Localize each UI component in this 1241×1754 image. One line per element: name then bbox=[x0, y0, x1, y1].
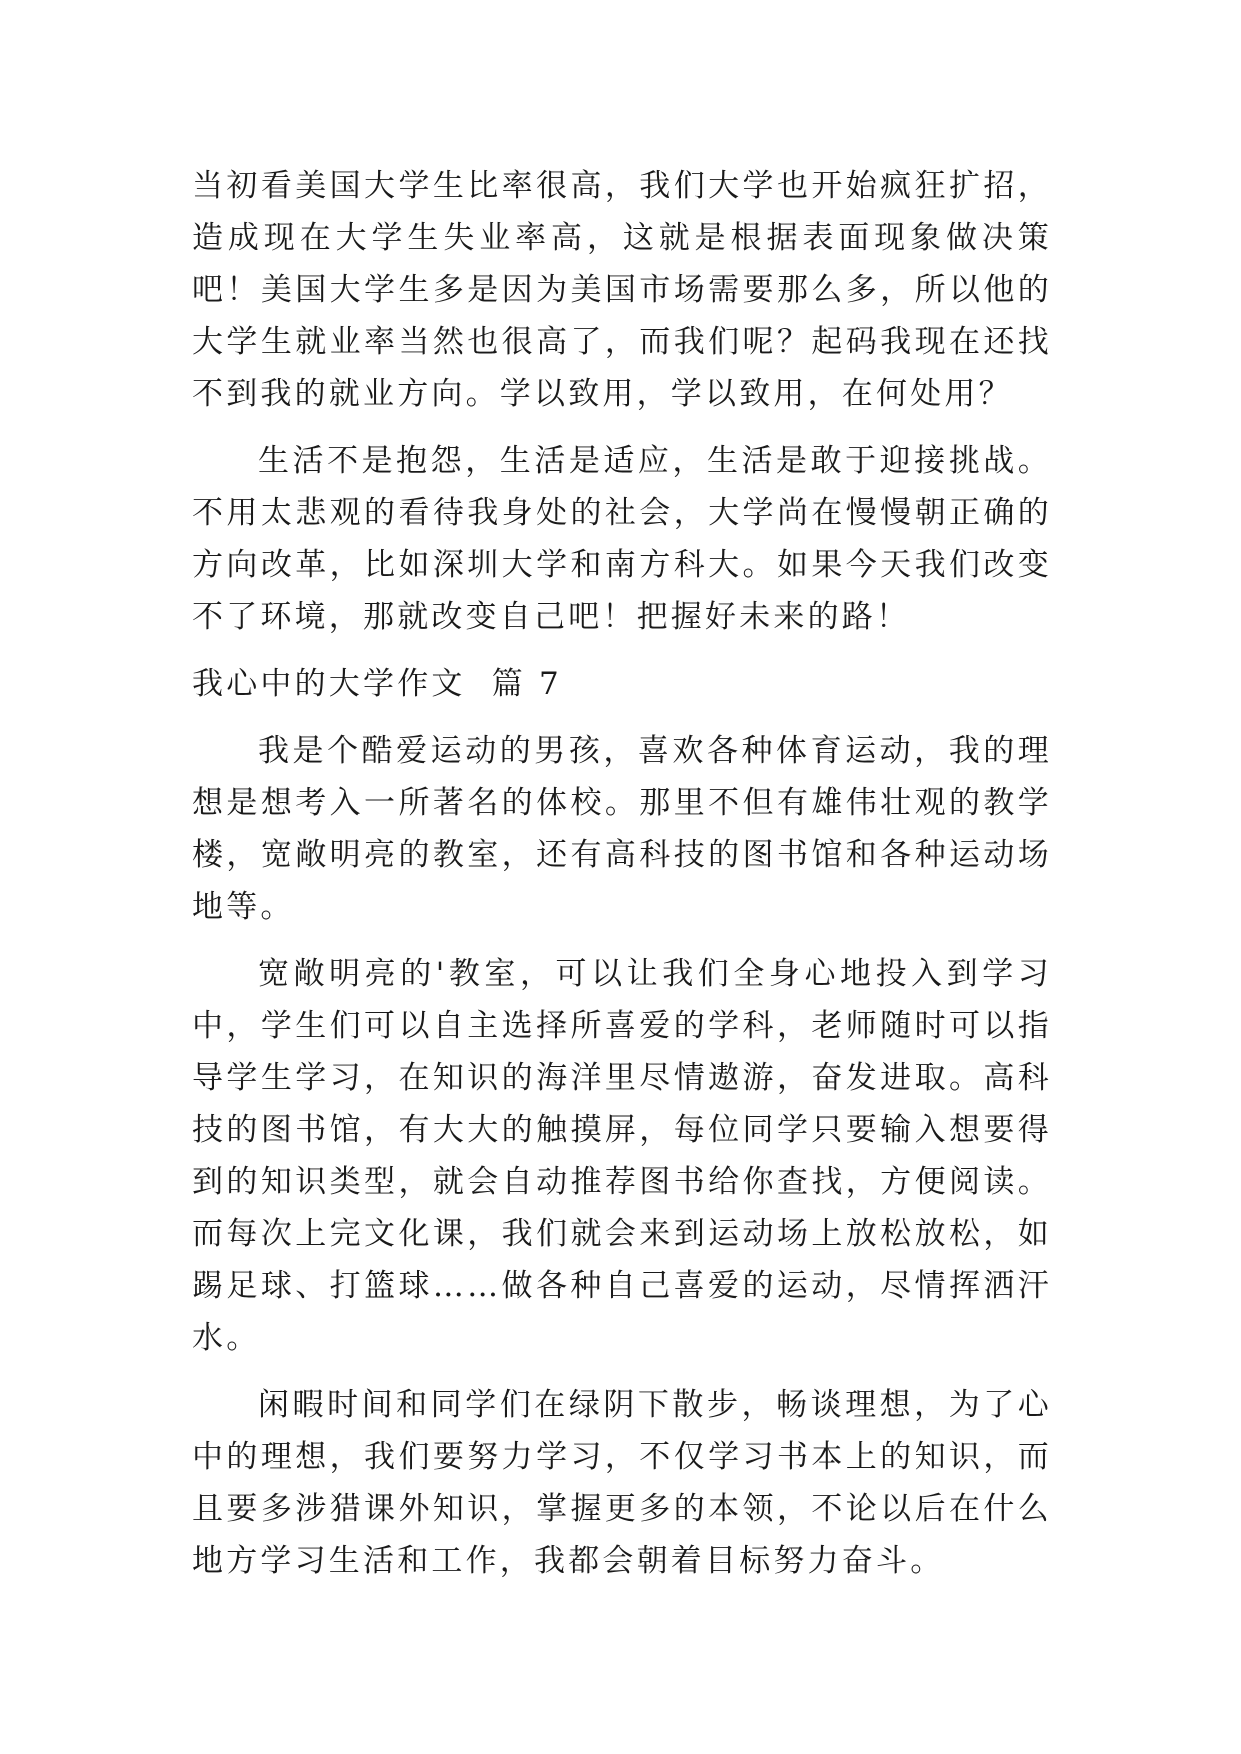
paragraph: 宽敞明亮的'教室，可以让我们全身心地投入到学习中，学生们可以自主选择所喜爱的学科，老师随时可以指导学生学习，在知识的海洋里尽情遨游，奋发进取。高科技的图书馆，有大大的触摸屏，每位同学只要输入想要得到的知识类型，就会自动推荐图书给你查找，方便阅读。而每次上完文化课，我们就会来到运动场上放松放松，如踢足球、打篮球……做各种自己喜爱的运动，尽情挥洒汗水。 bbox=[192, 956, 1052, 1356]
paragraph-continued: 当初看美国大学生比率很高，我们大学也开始疯狂扩招，造成现在大学生失业率高，这就是根据表面现象做决策吧！美国大学生多是因为美国市场需要那么多，所以他的大学生就业率当然也很高了，而我们呢？起码我现在还找不到我的就业方向。学以致用，学以致用，在何处用？ bbox=[192, 168, 1052, 412]
document-body bbox=[192, 160, 1052, 1602]
paragraph: 生活不是抱怨，生活是适应，生活是敢于迎接挑战。不用太悲观的看待我身处的社会，大学尚在慢慢朝正确的方向改革，比如深圳大学和南方科大。如果今天我们改变不了环境，那就改变自己吧！把握好未来的路！ bbox=[192, 443, 1052, 635]
paragraph: 闲暇时间和同学们在绿阴下散步，畅谈理想，为了心中的理想，我们要努力学习，不仅学习书本上的知识，而且要多涉猎课外知识，掌握更多的本领，不论以后在什么地方学习生活和工作，我都会朝着目标努力奋斗。 bbox=[192, 1387, 1052, 1579]
section-heading: 我心中的大学作文 篇 7 bbox=[192, 666, 562, 702]
paragraph: 我是个酷爱运动的男孩，喜欢各种体育运动，我的理想是想考入一所著名的体校。那里不但有雄伟壮观的教学楼，宽敞明亮的教室，还有高科技的图书馆和各种运动场地等。 bbox=[192, 733, 1052, 925]
